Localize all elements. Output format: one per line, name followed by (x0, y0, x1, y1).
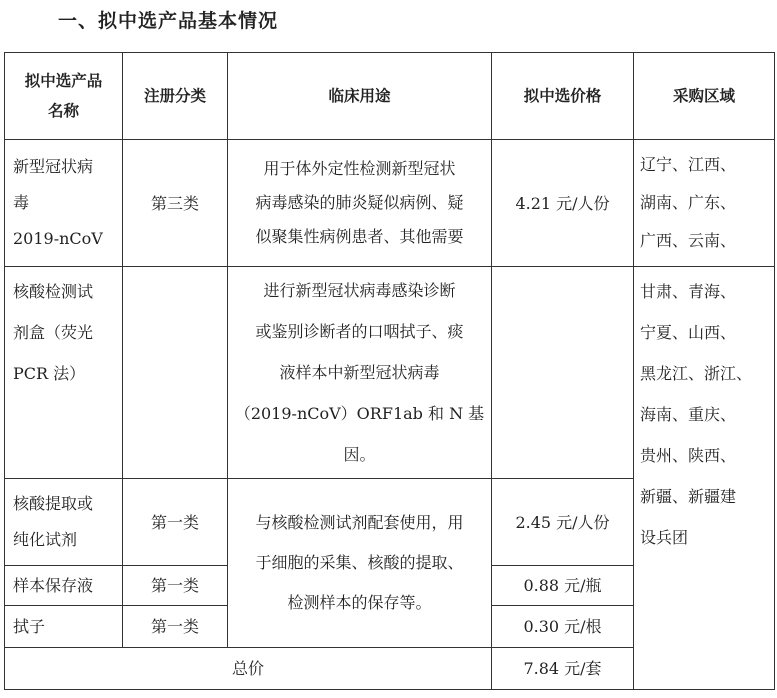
usage-cell (228, 267, 492, 479)
price-cell: 2.45 元/人份 (492, 479, 634, 566)
usage-line: 用于体外定性检测新型冠状 (263, 159, 456, 178)
header-category: 注册分类 (123, 53, 228, 140)
usage-line: 与核酸检测试剂配套使用，用 (255, 513, 464, 532)
area-cell (634, 140, 775, 267)
product-table (4, 52, 775, 690)
area-cell (634, 267, 775, 690)
usage-line: 病毒感染的肺炎疑似病例、疑 (255, 193, 464, 212)
area-line: 新疆、新疆建 (640, 487, 737, 506)
price-cell: 0.30 元/根 (492, 606, 634, 648)
price-cell: 0.88 元/瓶 (492, 566, 634, 606)
category-cell: 第三类 (123, 140, 228, 267)
product-name-cell (5, 479, 123, 566)
area-line: 湖南、广东、 (640, 193, 737, 212)
product-name-line: 核酸检测试 (13, 282, 94, 301)
usage-line: 因。 (343, 445, 376, 464)
area-line: 海南、重庆、 (640, 405, 737, 424)
product-name-cell: 拭子 (5, 606, 123, 648)
product-name-line: 新型冠状病 (13, 157, 94, 176)
category-cell: 第一类 (123, 606, 228, 648)
table-header-row (5, 53, 775, 140)
product-name-line: 毒 (13, 193, 30, 212)
product-name-line: 核酸提取或 (13, 494, 94, 513)
product-name-line: 2019-nCoV (13, 229, 103, 248)
table-row (5, 140, 775, 267)
header-product-name (5, 53, 123, 140)
product-name-line: 纯化试剂 (13, 530, 78, 549)
area-line: 黑龙江、浙江、 (640, 364, 753, 383)
price-cell: 4.21 元/人份 (492, 140, 634, 267)
header-price: 拟中选价格 (492, 53, 634, 140)
price-cell (492, 267, 634, 479)
area-line: 宁夏、山西、 (640, 323, 737, 342)
usage-line: 或鉴别诊断者的口咽拭子、痰 (255, 322, 464, 341)
section-heading: 一、拟中选产品基本情况 (58, 10, 279, 32)
header-area: 采购区域 (634, 53, 775, 140)
total-price: 7.84 元/套 (492, 648, 634, 690)
usage-line: 液样本中新型冠状病毒 (279, 363, 440, 382)
header-usage: 临床用途 (228, 53, 492, 140)
usage-line: 于细胞的采集、核酸的提取、 (255, 553, 464, 572)
product-name-cell (5, 140, 123, 267)
usage-line: （2019-nCoV）ORF1ab 和 N 基 (234, 404, 485, 423)
product-name-line: PCR 法） (13, 364, 86, 383)
usage-line: 进行新型冠状病毒感染诊断 (263, 281, 456, 300)
area-line: 设兵团 (640, 528, 689, 547)
usage-cell (228, 479, 492, 648)
table-row (5, 267, 775, 479)
product-name-line: 剂盒（荧光 (13, 323, 94, 342)
product-name-cell (5, 267, 123, 479)
usage-line: 检测样本的保存等。 (287, 593, 432, 612)
area-line: 贵州、陕西、 (640, 446, 737, 465)
total-label: 总价 (5, 648, 492, 690)
category-cell: 第一类 (123, 566, 228, 606)
header-product-name-line2: 名称 (47, 102, 79, 120)
header-product-name-line1: 拟中选产品 (24, 72, 103, 90)
area-line: 甘肃、青海、 (640, 282, 737, 301)
category-cell (123, 267, 228, 479)
usage-cell (228, 140, 492, 267)
product-name-cell: 样本保存液 (5, 566, 123, 606)
area-line: 广西、云南、 (640, 231, 737, 250)
category-cell: 第一类 (123, 479, 228, 566)
usage-line: 似聚集性病例患者、其他需要 (255, 227, 464, 246)
area-line: 辽宁、江西、 (640, 155, 737, 174)
